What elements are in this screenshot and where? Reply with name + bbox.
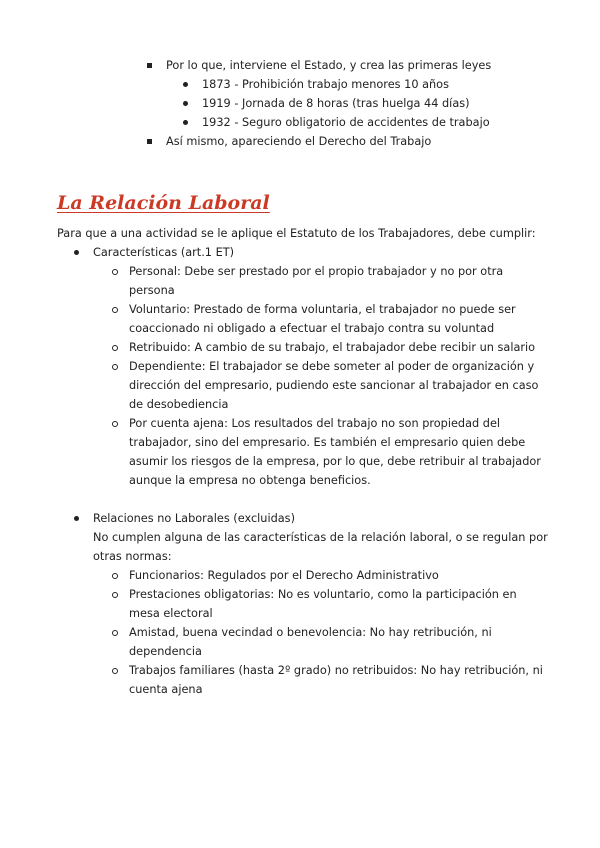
list-item: Prestaciones obligatorias: No es voluntario, como la participación en mesa electoral [129, 585, 548, 623]
characteristics-list [129, 262, 548, 490]
list-item: Amistad, buena vecindad o benevolencia: No hay retribución, ni dependencia [129, 623, 548, 661]
list-item: Así mismo, apareciendo el Derecho del Trabajo [166, 132, 586, 151]
list-item: 1873 - Prohibición trabajo menores 10 años [202, 75, 586, 94]
laws-list [202, 75, 586, 132]
non-labor-title: Relaciones no Laborales (excluidas) [93, 512, 295, 525]
section-heading: La Relación Laboral [57, 192, 270, 214]
non-labor-list [129, 566, 548, 699]
list-item: Personal: Debe ser prestado por el propio trabajador y no por otra persona [129, 262, 548, 300]
top-bullet-list [166, 56, 586, 151]
characteristics-item [93, 243, 548, 490]
characteristics-title: Características (art.1 ET) [93, 246, 235, 259]
list-item: Retribuido: A cambio de su trabajo, el trabajador debe recibir un salario [129, 338, 548, 357]
list-item: Funcionarios: Regulados por el Derecho Administrativo [129, 566, 548, 585]
non-labor-item [93, 509, 548, 699]
section-intro: Para que a una actividad se le aplique el Estatuto de los Trabajadores, debe cumplir: [57, 227, 536, 240]
list-item: 1919 - Jornada de 8 horas (tras huelga 44 días) [202, 94, 586, 113]
list-item: Dependiente: El trabajador se debe someter al poder de organización y dirección del empresario, pudiendo este sancionar al trabajador en caso de desobediencia [129, 357, 548, 414]
list-item: 1932 - Seguro obligatorio de accidentes de trabajo [202, 113, 586, 132]
list-item: Trabajos familiares (hasta 2º grado) no retribuidos: No hay retribución, ni cuenta ajena [129, 661, 548, 699]
non-labor-description: No cumplen alguna de las características de la relación laboral, o se regulan por otras normas: [93, 531, 548, 563]
list-item: Por cuenta ajena: Los resultados del trabajo no son propiedad del trabajador, sino del empresario. Es también el empresario quien debe asumir los riesgos de la empresa, por lo que, debe retribuir al trabajador aunque la empresa no obtenga beneficios. [129, 414, 548, 490]
list-item [166, 56, 586, 132]
state-intervention-text: Por lo que, interviene el Estado, y crea las primeras leyes [166, 59, 492, 72]
list-item: Voluntario: Prestado de forma voluntaria, el trabajador no puede ser coaccionado ni obligado a efectuar el trabajo contra su voluntad [129, 300, 548, 338]
main-bullet-list [93, 243, 548, 699]
